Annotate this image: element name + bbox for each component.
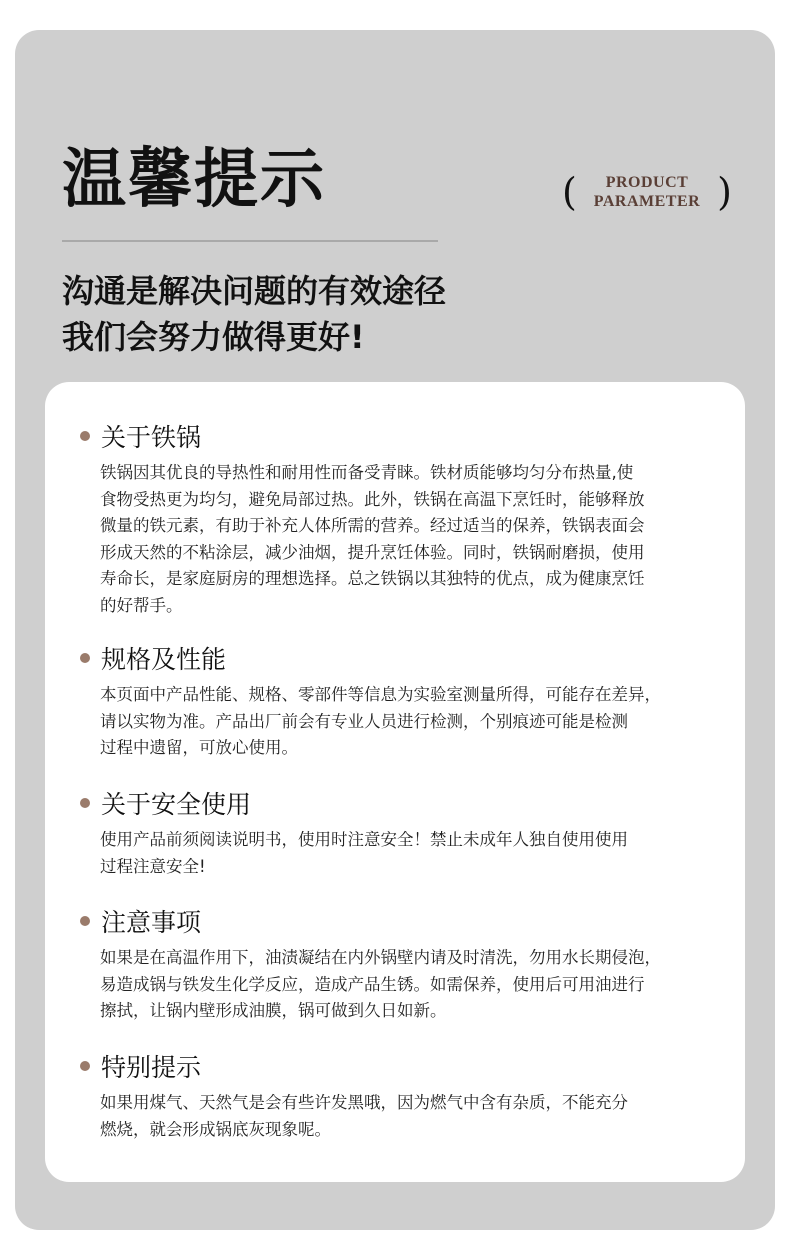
section-header	[45, 418, 745, 454]
body-line: 使用产品前须阅读说明书，使用时注意安全！禁止未成年人独自使用使用	[100, 830, 628, 849]
body-line: 铁锅因其优良的导热性和耐用性而备受青睐。铁材质能够均匀分布热量,使	[100, 463, 634, 482]
body-line: 的好帮手。	[100, 595, 183, 615]
body-line: 微量的铁元素，有助于补充人体所需的营养。经过适当的保养，铁锅表面会	[100, 516, 645, 535]
section-header	[45, 903, 745, 939]
body-line: 本页面中产品性能、规格、零部件等信息为实验室测量所得，可能存在差异，	[100, 685, 661, 704]
section-safe-use	[45, 785, 745, 880]
section-body	[100, 460, 712, 619]
section-title: 规格及性能	[101, 645, 227, 674]
page-title: 温馨提示	[62, 143, 326, 217]
section-body	[100, 682, 712, 762]
body-line: 食物受热更为均匀，避免局部过热。此外，铁锅在高温下烹饪时，能够释放	[100, 489, 645, 509]
body-line: 请以实物为准。产品出厂前会有专业人员进行检测，个别痕迹可能是检测	[100, 711, 628, 731]
title-divider	[62, 240, 438, 242]
close-paren: )	[717, 170, 732, 214]
section-special-notice	[45, 1048, 745, 1143]
section-title: 关于铁锅	[101, 423, 202, 452]
section-title: 关于安全使用	[101, 790, 252, 819]
section-header	[45, 1048, 745, 1084]
section-title: 注意事项	[101, 908, 202, 937]
body-line: 擦拭，让锅内壁形成油膜，锅可做到久日如新。	[100, 1001, 447, 1020]
bullet-dot-icon	[80, 653, 90, 663]
section-about-iron-pot	[45, 418, 745, 619]
bullet-dot-icon	[80, 431, 90, 441]
section-title: 特别提示	[101, 1053, 202, 1082]
slogan-line-2: 我们会努力做得更好!	[62, 318, 365, 356]
body-line: 过程中遗留，可放心使用。	[100, 738, 298, 757]
open-paren: (	[562, 170, 577, 214]
product-parameter-badge	[562, 170, 732, 214]
badge-text	[594, 173, 700, 211]
section-body	[100, 827, 712, 880]
body-line: 寿命长，是家庭厨房的理想选择。总之铁锅以其独特的优点，成为健康烹饪	[100, 569, 645, 588]
badge-line-2: PARAMETER	[593, 193, 701, 210]
badge-line-1: PRODUCT	[605, 174, 689, 191]
section-body	[100, 945, 712, 1025]
body-line: 如果是在高温作用下，油渍凝结在内外锅壁内请及时清洗，勿用水长期侵泡，	[100, 948, 661, 967]
section-specs-performance	[45, 640, 745, 762]
bullet-dot-icon	[80, 916, 90, 926]
slogan	[62, 268, 446, 360]
body-line: 形成天然的不粘涂层，减少油烟，提升烹饪体验。同时，铁锅耐磨损，使用	[100, 542, 645, 562]
section-header	[45, 785, 745, 821]
section-body	[100, 1090, 712, 1143]
tips-card	[45, 382, 745, 1182]
body-line: 易造成锅与铁发生化学反应，造成产品生锈。如需保养，使用后可用油进行	[100, 974, 645, 994]
bullet-dot-icon	[80, 1061, 90, 1071]
section-header	[45, 640, 745, 676]
slogan-line-1: 沟通是解决问题的有效途径	[62, 272, 447, 310]
bullet-dot-icon	[80, 798, 90, 808]
section-precautions	[45, 903, 745, 1025]
body-line: 如果用煤气、天然气是会有些许发黑哦，因为燃气中含有杂质，不能充分	[100, 1093, 628, 1112]
body-line: 过程注意安全!	[100, 856, 206, 876]
body-line: 燃烧，就会形成锅底灰现象呢。	[100, 1119, 331, 1139]
